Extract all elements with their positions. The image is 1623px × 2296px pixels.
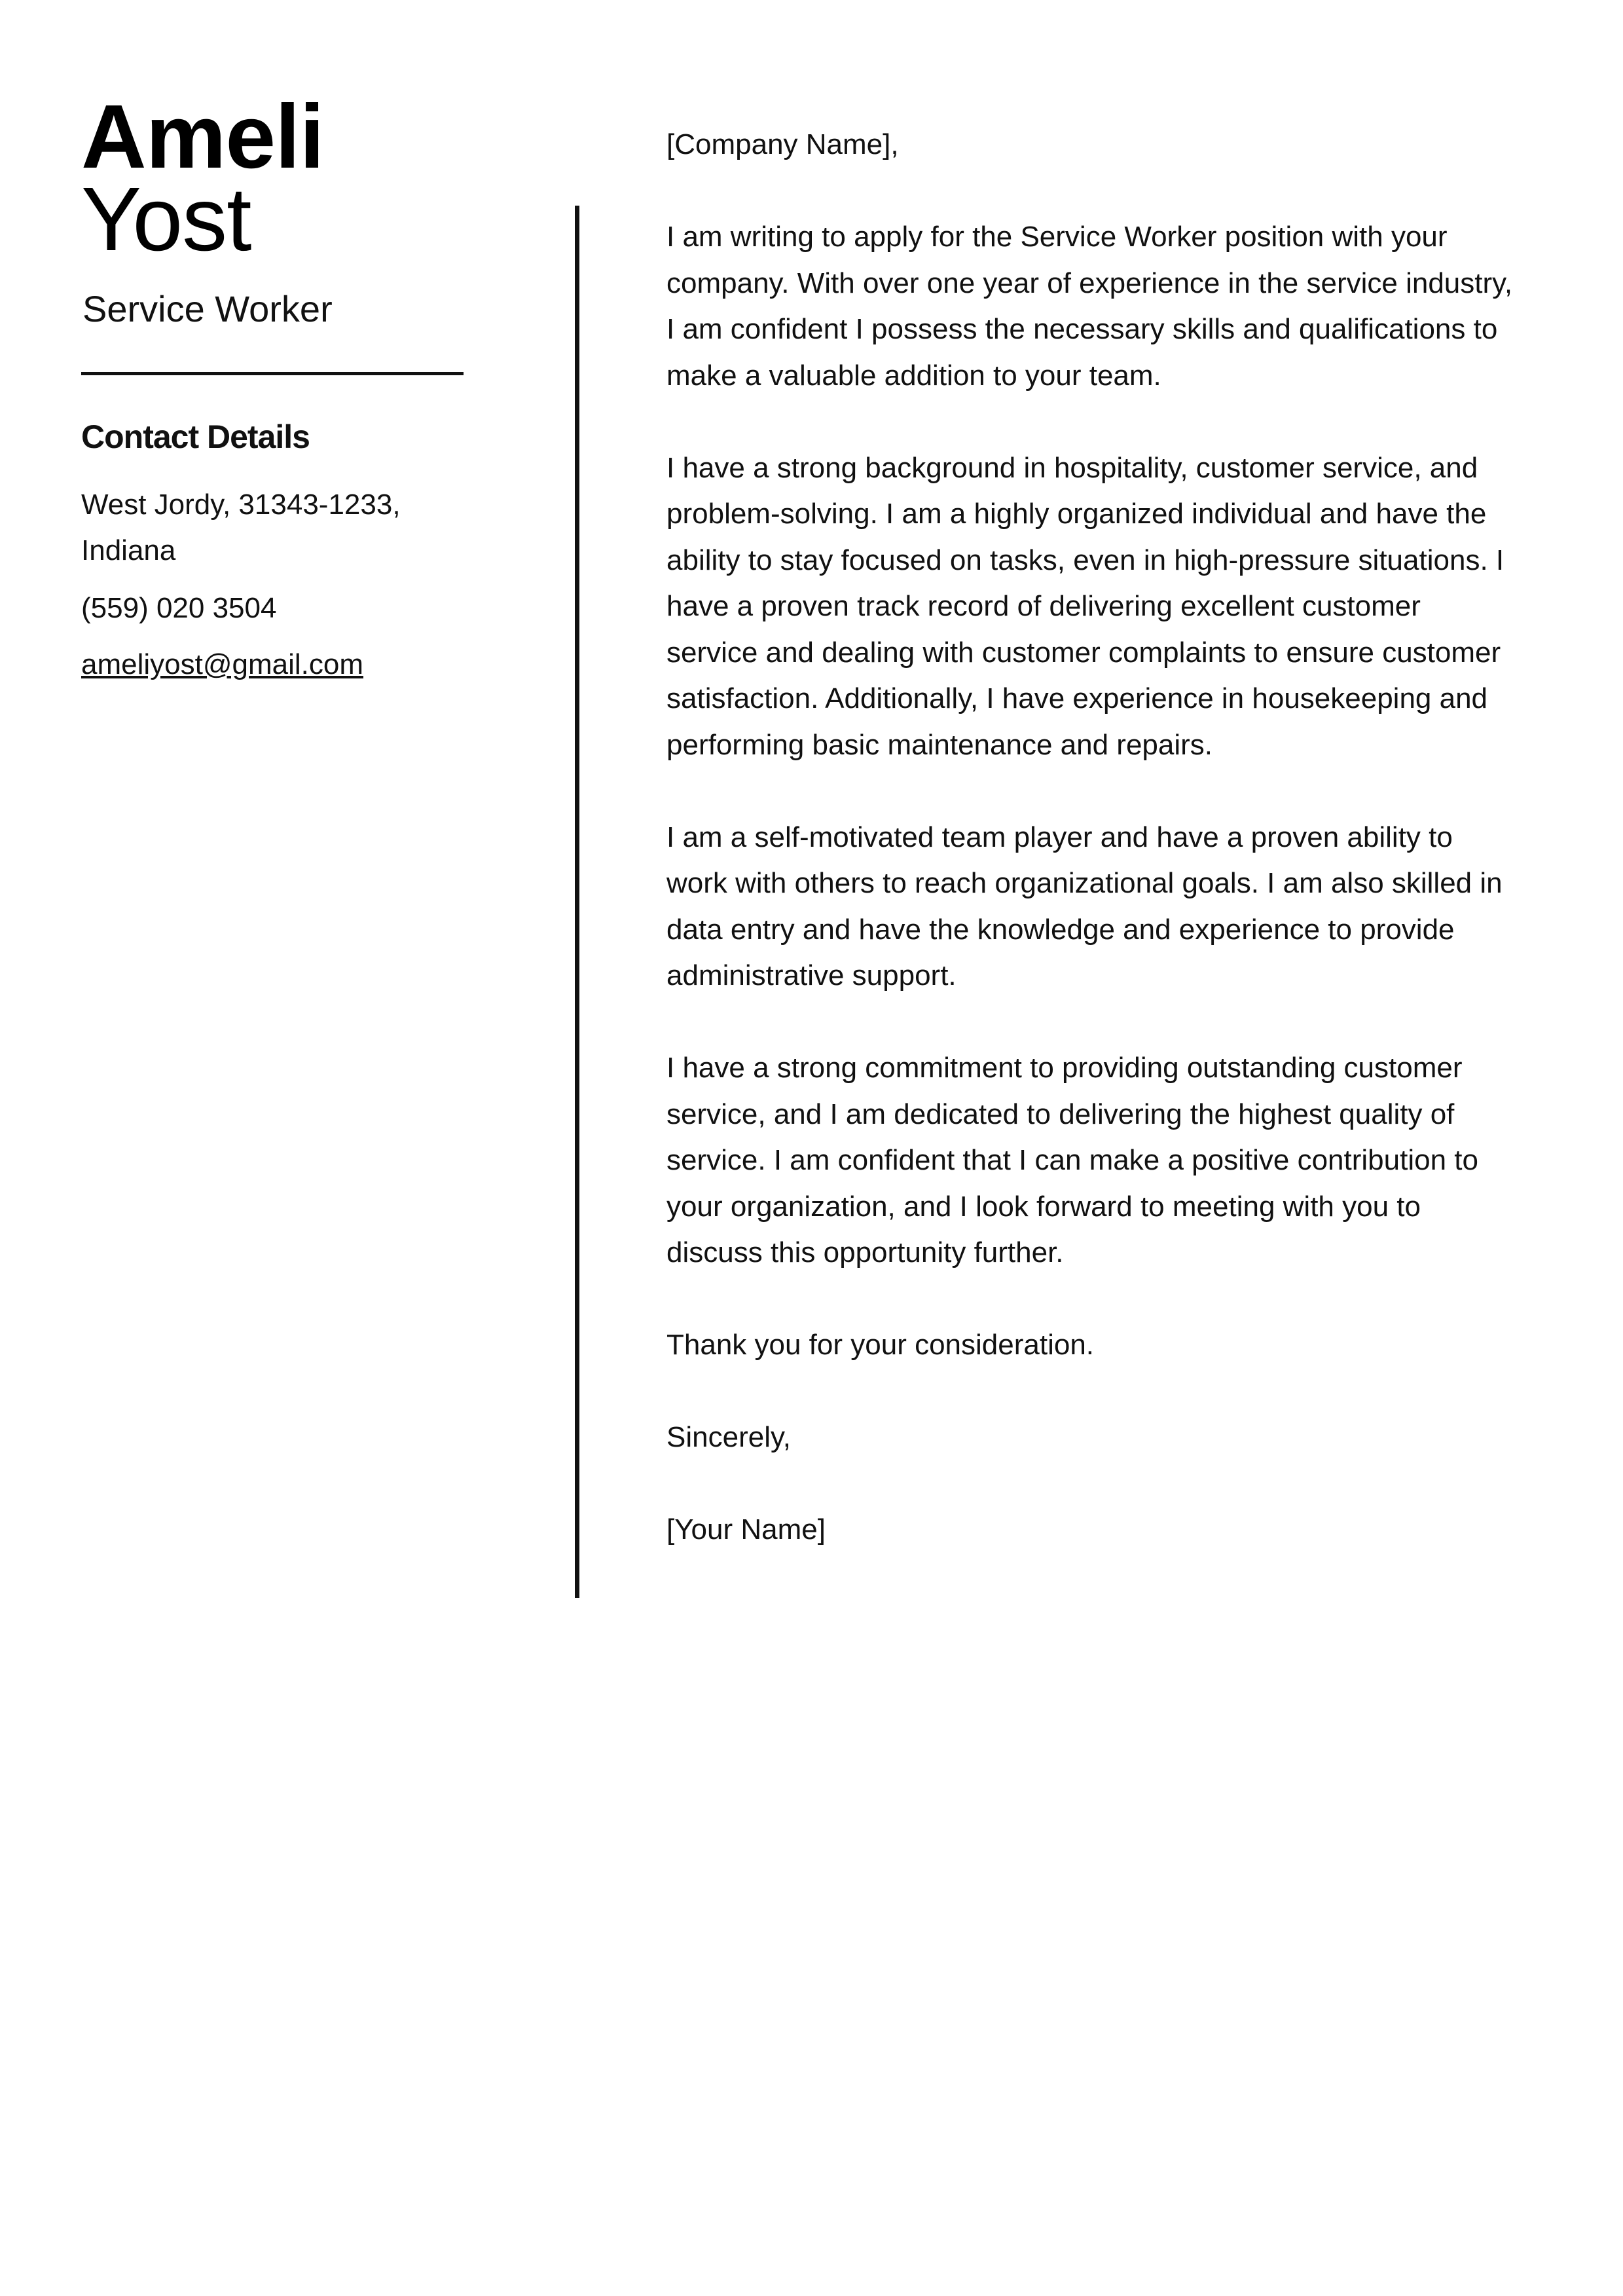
letter-paragraph-2: I have a strong background in hospitality, customer service, and problem-solving. I am a highly organized individual and have the ability to stay focused on tasks, even in high-pressure situations. I have a proven track record of delivering excellent customer service and dealing with customer complaints to ensure customer satisfaction. Additionally, I have experience in housekeeping and performing basic maintenance and repairs. bbox=[666, 451, 1504, 761]
column-divider bbox=[575, 206, 579, 1598]
letter-salutation: [Company Name], bbox=[666, 128, 899, 160]
letter-paragraph-4: I have a strong commitment to providing outstanding customer service, and I am dedicated to delivering the highest quality of service. I am confident that I can make a positive contribution to your organization, and I look forward to meeting with you to discuss this opportunity further. bbox=[666, 1052, 1478, 1268]
first-name: Ameli bbox=[81, 86, 324, 187]
letter-closing: Sincerely, bbox=[666, 1421, 791, 1453]
letter-signature: [Your Name] bbox=[666, 1513, 826, 1546]
letter-thanks: Thank you for your consideration. bbox=[666, 1329, 1095, 1361]
letter-body bbox=[666, 122, 1518, 1599]
contact-email-link[interactable]: ameliyost@gmail.com bbox=[81, 648, 363, 680]
letter-paragraph-1: I am writing to apply for the Service Worker position with your company. With over one year of experience in the service industry, I am confident I possess the necessary skills and qualifications to make a valuable addition to your team. bbox=[666, 221, 1513, 392]
letter-paragraph-3: I am a self-motivated team player and have a proven ability to work with others to reach organizational goals. I am also skilled in data entry and have the knowledge and experience to provide administrative support. bbox=[666, 821, 1503, 991]
last-name: Yost bbox=[81, 169, 251, 270]
sidebar-divider bbox=[81, 372, 464, 375]
contact-details-heading: Contact Details bbox=[81, 418, 310, 455]
contact-phone: (559) 020 3504 bbox=[81, 592, 277, 624]
contact-address: West Jordy, 31343-1233, Indiana bbox=[81, 489, 401, 566]
job-title: Service Worker bbox=[82, 288, 333, 329]
